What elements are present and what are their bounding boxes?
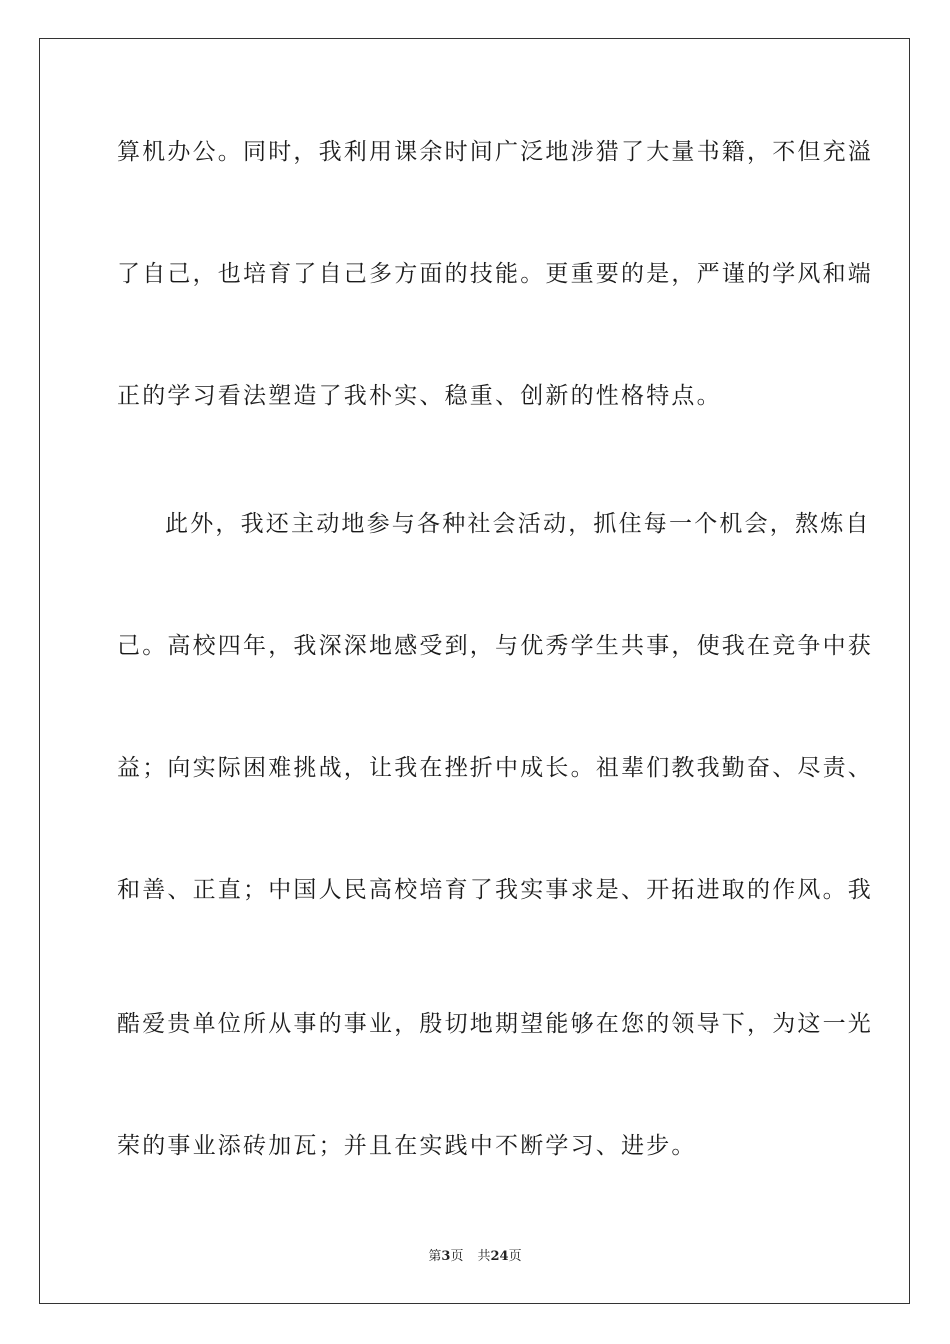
paragraph-line: 正的学习看法塑造了我朴实、稳重、创新的性格特点。 <box>117 383 722 409</box>
paragraph-line: 了自己，也培育了自己多方面的技能。更重要的是，严谨的学风和端 <box>117 261 873 287</box>
total-prefix: 共 <box>477 1249 491 1264</box>
paragraph-line: 和善、正直；中国人民高校培育了我实事求是、开拓进取的作风。我 <box>117 877 873 903</box>
paragraph-line: 益；向实际困难挑战，让我在挫折中成长。祖辈们教我勤奋、尽责、 <box>117 755 873 781</box>
page-footer <box>0 1248 950 1266</box>
paragraph-line: 酷爱贵单位所从事的事业，殷切地期望能够在您的领导下，为这一光 <box>117 1011 873 1037</box>
page-suffix: 页 <box>450 1249 464 1264</box>
paragraph-line: 此外，我还主动地参与各种社会活动，抓住每一个机会，熬炼自 <box>165 511 871 537</box>
paragraph-line: 算机办公。同时，我利用课余时间广泛地涉猎了大量书籍，不但充溢 <box>117 139 873 165</box>
current-page-number: 3 <box>441 1249 451 1264</box>
paragraph-line: 己。高校四年，我深深地感受到，与优秀学生共事，使我在竞争中获 <box>117 633 873 659</box>
total-suffix: 页 <box>508 1249 522 1264</box>
page-prefix: 第 <box>428 1249 442 1264</box>
paragraph-line: 荣的事业添砖加瓦；并且在实践中不断学习、进步。 <box>117 1133 697 1159</box>
page-border <box>39 38 910 1304</box>
total-page-count: 24 <box>490 1249 509 1264</box>
